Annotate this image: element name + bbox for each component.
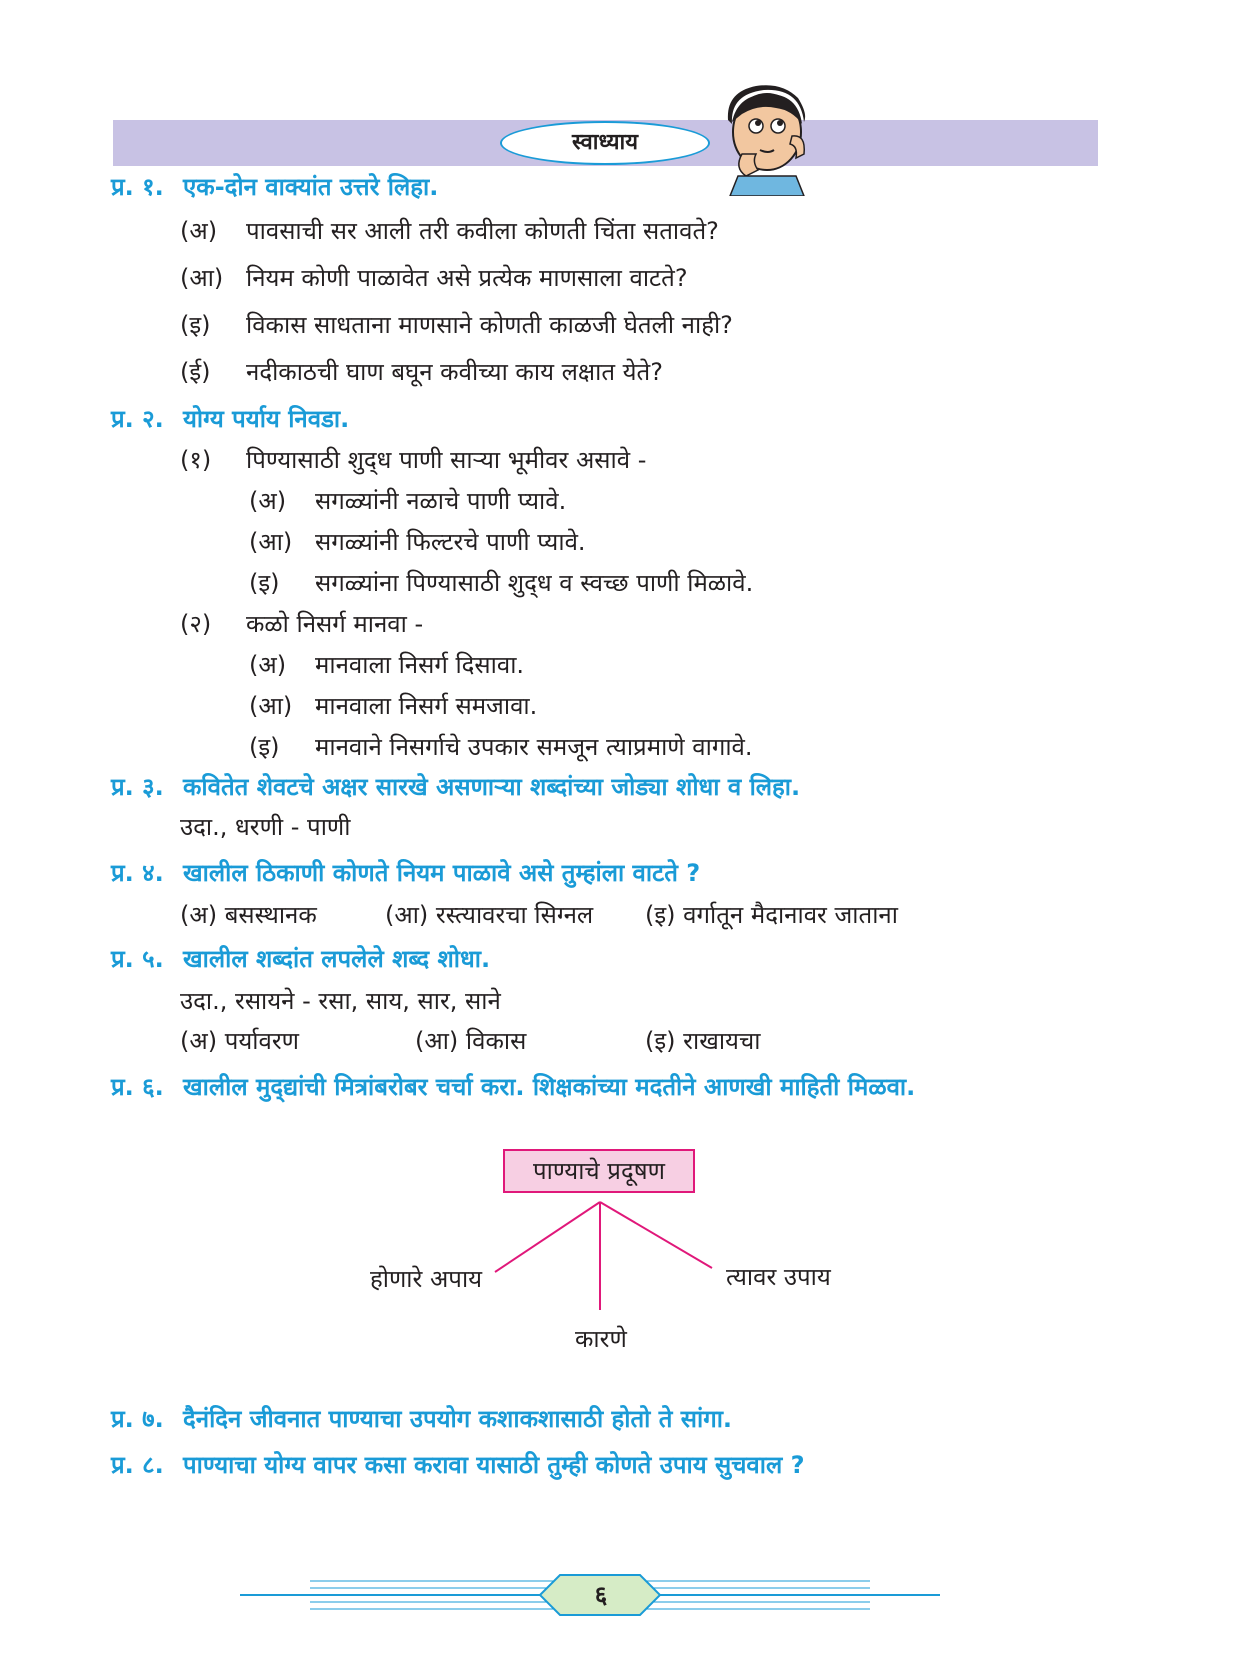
list-item: (अ) मानवाला निसर्ग दिसावा. — [249, 651, 525, 679]
list-item: (आ) मानवाला निसर्ग समजावा. — [249, 692, 538, 720]
q7-prompt: दैनंदिन जीवनात पाण्याचा उपयोग कशाकशासाठी होतो ते सांगा. — [183, 1405, 733, 1433]
q8-label: प्र. ८. — [111, 1451, 164, 1479]
diagram-label-right: त्यावर उपाय — [726, 1263, 831, 1291]
diagram-label-bottom: कारणे — [575, 1325, 627, 1353]
q5-label: प्र. ५. — [111, 945, 164, 973]
q3-prompt: कवितेत शेवटचे अक्षर सारखे असणाऱ्या शब्दांच्या जोड्या शोधा व लिहा. — [183, 773, 801, 801]
header-title: स्वाध्याय — [500, 121, 710, 165]
q6-label: प्र. ६. — [111, 1073, 164, 1101]
list-item: (इ) विकास साधताना माणसाने कोणती काळजी घेतली नाही? — [180, 311, 733, 339]
list-item: (आ) सगळ्यांनी फिल्टरचे पाणी प्यावे. — [249, 528, 586, 556]
q6-heading — [111, 1070, 915, 1103]
diagram-line-right — [600, 1202, 712, 1268]
q2-heading — [111, 402, 349, 435]
q1-prompt: एक-दोन वाक्यांत उत्तरे लिहा. — [183, 173, 439, 201]
q7-heading — [111, 1402, 732, 1435]
diagram-line-left — [495, 1202, 600, 1272]
list-item: (अ) पावसाची सर आली तरी कवीला कोणती चिंता सतावते? — [180, 217, 719, 245]
q5-prompt: खालील शब्दांत लपलेले शब्द शोधा. — [183, 945, 491, 973]
q8-heading — [111, 1448, 805, 1481]
page-number: ६ — [594, 1581, 608, 1609]
q2-prompt: योग्य पर्याय निवडा. — [183, 405, 350, 433]
q2-group-1-stem: (१) पिण्यासाठी शुद्‌ध पाणी साऱ्या भूमीवर असावे - — [180, 446, 647, 474]
q1-label: प्र. १. — [111, 173, 164, 201]
diagram-center-box: पाण्याचे प्रदूषण — [503, 1149, 695, 1193]
list-item: (अ) बसस्थानक — [180, 901, 317, 929]
q3-heading — [111, 770, 800, 803]
q2-label: प्र. २. — [111, 405, 164, 433]
list-item: (इ) वर्गातून मैदानावर जाताना — [645, 901, 898, 929]
q5-example: उदा., रसायने - रसा, साय, सार, साने — [180, 987, 501, 1015]
q4-heading — [111, 856, 700, 889]
q4-prompt: खालील ठिकाणी कोणते नियम पाळावे असे तुम्हांला वाटते ? — [183, 859, 701, 887]
list-item: (आ) रस्त्यावरचा सिग्नल — [385, 901, 594, 929]
q5-heading — [111, 942, 490, 975]
q4-label: प्र. ४. — [111, 859, 164, 887]
q6-prompt: खालील मुद्‌द्यांची मित्रांबरोबर चर्चा करा. शिक्षकांच्या मदतीने आणखी माहिती मिळवा. — [183, 1073, 916, 1101]
list-item: (अ) सगळ्यांनी नळाचे पाणी प्यावे. — [249, 487, 567, 515]
q3-label: प्र. ३. — [111, 773, 164, 801]
list-item: (आ) नियम कोणी पाळावेत असे प्रत्येक माणसाला वाटते? — [180, 264, 688, 292]
q7-label: प्र. ७. — [111, 1405, 164, 1433]
q8-prompt: पाण्याचा योग्य वापर कसा करावा यासाठी तुम्ही कोणते उपाय सुचवाल ? — [183, 1451, 805, 1479]
list-item: (इ) मानवाने निसर्गाचे उपकार समजून त्याप्रमाणे वागावे. — [249, 733, 753, 761]
list-item: (इ) राखायचा — [645, 1027, 761, 1055]
q1-heading — [111, 170, 438, 203]
thinking-boy-icon — [712, 84, 822, 196]
list-item: (ई) नदीकाठची घाण बघून कवीच्या काय लक्षात येते? — [180, 358, 663, 386]
list-item: (आ) विकास — [415, 1027, 527, 1055]
list-item: (अ) पर्यावरण — [180, 1027, 299, 1055]
q2-group-2-stem: (२) कळो निसर्ग मानवा - — [180, 610, 424, 638]
q3-example: उदा., धरणी - पाणी — [180, 813, 351, 841]
diagram-label-left: होणारे अपाय — [370, 1265, 483, 1293]
list-item: (इ) सगळ्यांना पिण्यासाठी शुद्‌ध व स्वच्छ पाणी मिळावे. — [249, 569, 754, 597]
